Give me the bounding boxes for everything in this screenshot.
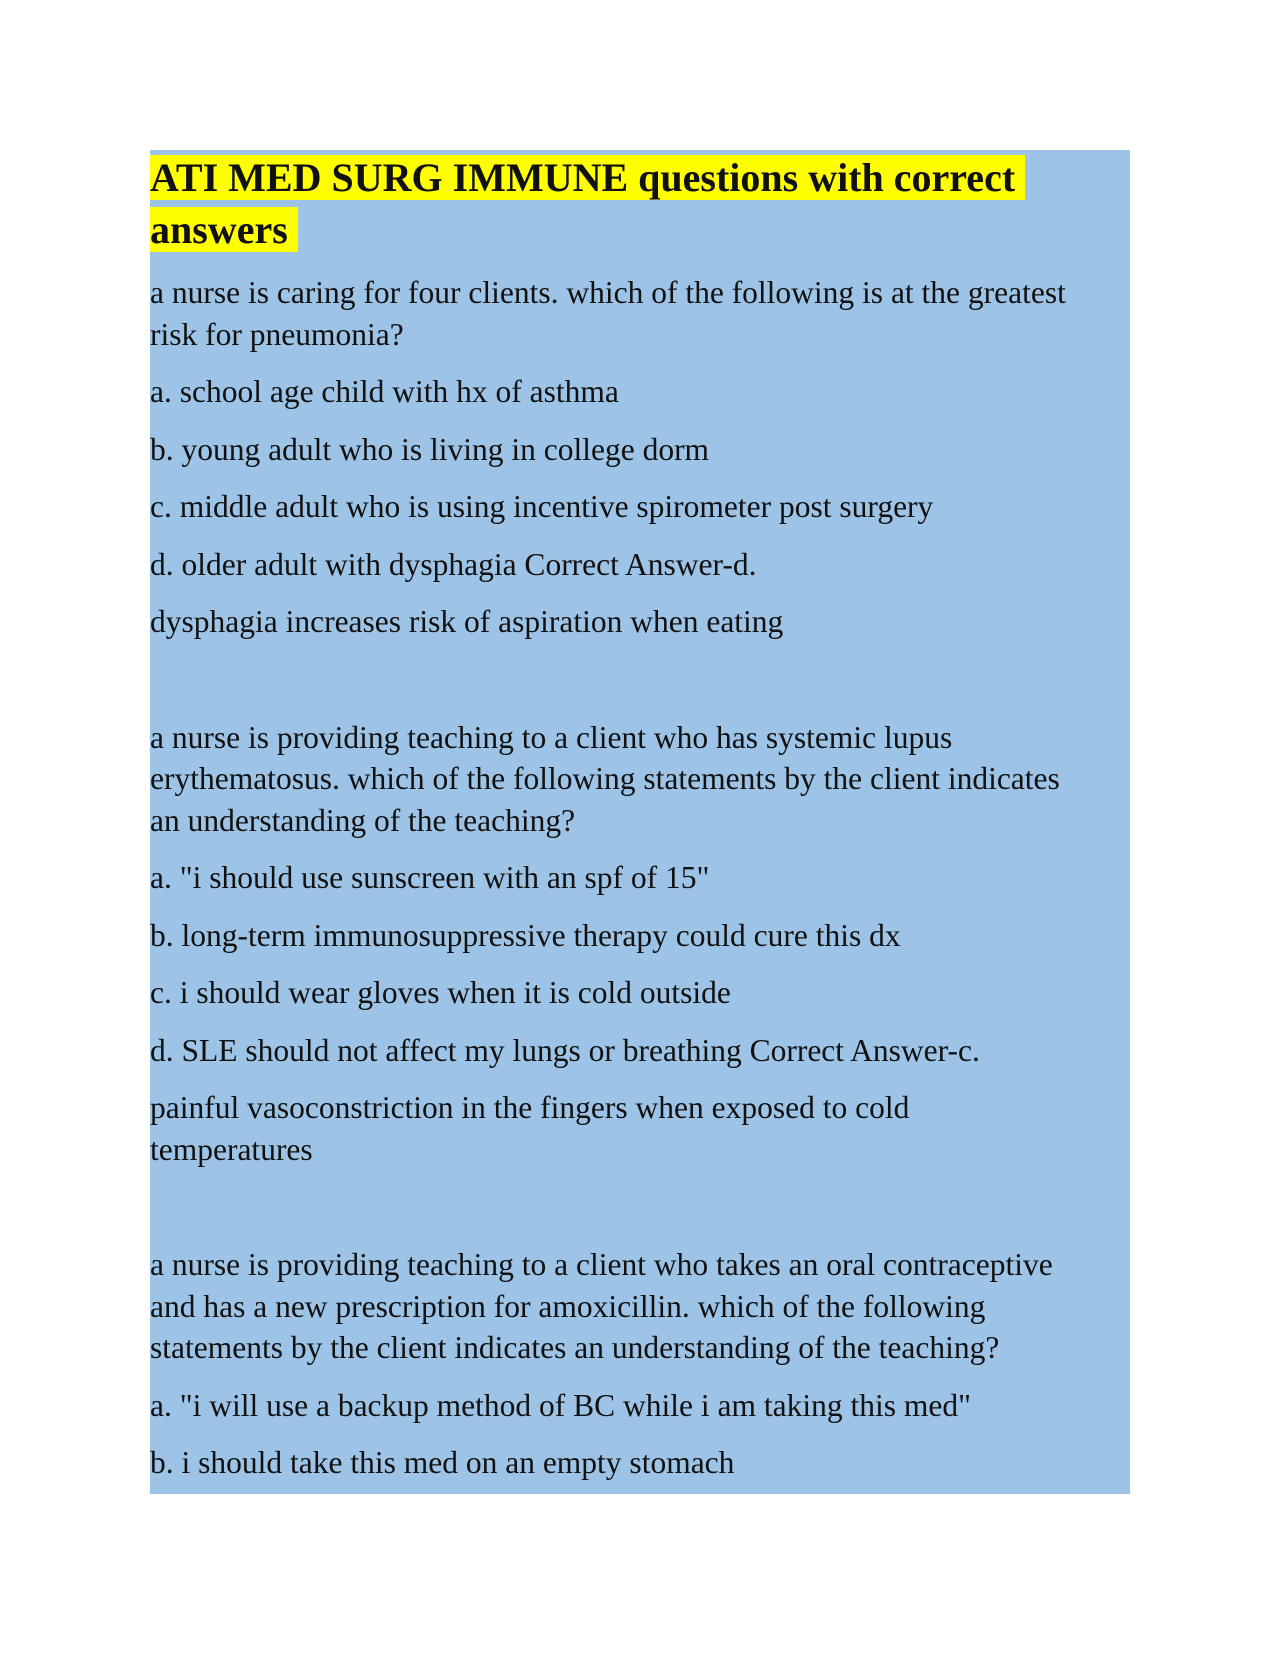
question-3: [150, 1244, 1130, 1484]
question-2-stem: a nurse is providing teaching to a client who has systemic lupus erythematosus. which of the following statements by the client indicates an understanding of the teaching?: [150, 719, 1060, 838]
question-1-rationale: dysphagia increases risk of aspiration when eating: [150, 604, 784, 639]
question-1-option-c: c. middle adult who is using incentive spirometer post surgery: [150, 489, 934, 524]
title-highlight: ATI MED SURG IMMUNE questions with correct answers: [150, 155, 1025, 252]
question-1-stem: a nurse is caring for four clients. which of the following is at the greatest risk for pneumonia?: [150, 275, 1066, 352]
question-2-option-c: c. i should wear gloves when it is cold outside: [150, 975, 731, 1010]
question-1: [150, 272, 1130, 643]
question-3-option-a: a. "i will use a backup method of BC while i am taking this med": [150, 1387, 971, 1423]
question-1-option-b: b. young adult who is living in college dorm: [150, 431, 710, 467]
question-2-option-a: a. "i should use sunscreen with an spf of 15": [150, 860, 710, 895]
question-2-option-b: b. long-term immunosuppressive therapy could cure this dx: [150, 917, 901, 953]
question-2-option-d: d. SLE should not affect my lungs or breathing Correct Answer-c.: [150, 1032, 980, 1068]
question-2-rationale: painful vasoconstriction in the fingers when exposed to cold temperatures: [150, 1090, 910, 1167]
document-title: [150, 150, 1130, 256]
question-3-stem: a nurse is providing teaching to a client who takes an oral contraceptive and has a new prescription for amoxicillin. which of the following statements by the client indicates an understanding of the teaching?: [150, 1247, 1053, 1365]
question-1-option-a: a. school age child with hx of asthma: [150, 374, 619, 409]
question-1-option-d: d. older adult with dysphagia Correct Answer-d.: [150, 546, 757, 582]
question-3-option-b: b. i should take this med on an empty stomach: [150, 1445, 735, 1480]
highlighted-content-block: [150, 150, 1130, 1494]
question-2: [150, 717, 1130, 1171]
